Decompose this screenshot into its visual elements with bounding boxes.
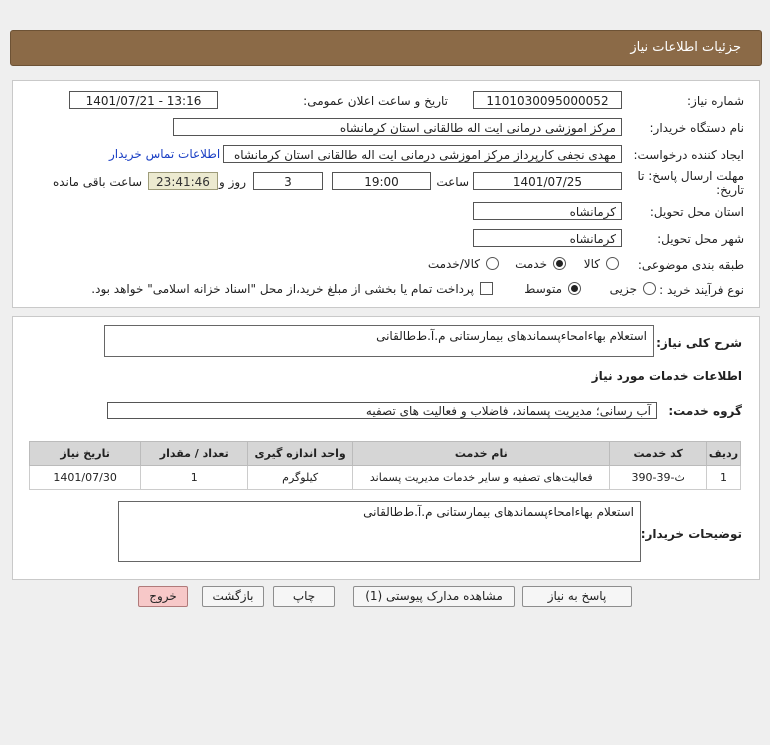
- process-label: نوع فرآیند خرید :: [659, 283, 744, 297]
- header-need-date: تاریخ نیاز: [30, 442, 141, 466]
- service-group-field: آب رسانی؛ مدیریت پسماند، فاضلاب و فعالیت های تصفیه: [107, 402, 657, 419]
- cell-service-code: ث-39-390: [610, 466, 706, 490]
- summary-text: استعلام بهاءامحاءپسماندهای بیمارستانی م.آ.ط‌طالقانی: [376, 329, 647, 343]
- services-section-title: اطلاعات خدمات مورد نیاز: [591, 369, 742, 383]
- page-title: جزئیات اطلاعات نیاز: [630, 40, 741, 55]
- category-label: طبقه بندی موضوعی:: [637, 258, 744, 272]
- header-quantity: تعداد / مقدار: [141, 442, 248, 466]
- process-radio-medium[interactable]: [568, 282, 581, 295]
- announce-datetime-field: 1401/07/21 - 13:16: [69, 91, 218, 109]
- category-option-goods-service: کالا/خدمت: [427, 257, 480, 271]
- header-service-code: کد خدمت: [610, 442, 706, 466]
- header-service-name: نام خدمت: [353, 442, 610, 466]
- need-number-label: شماره نیاز:: [687, 94, 744, 108]
- services-table-header-row: [30, 442, 741, 466]
- reply-button[interactable]: پاسخ به نیاز: [522, 586, 632, 607]
- days-label: روز و: [219, 175, 246, 189]
- need-info-panel: [12, 80, 760, 308]
- buyer-org-label: نام دستگاه خریدار:: [649, 121, 744, 135]
- deadline-label: مهلت ارسال پاسخ: تا: [637, 169, 744, 183]
- back-button[interactable]: بازگشت: [202, 586, 264, 607]
- category-radio-goods-service[interactable]: [486, 257, 499, 270]
- treasury-payment-checkbox[interactable]: [480, 282, 493, 295]
- city-label: شهر محل تحویل:: [657, 232, 744, 246]
- attachments-button[interactable]: مشاهده مدارک پیوستی (1): [353, 586, 515, 607]
- province-field: کرمانشاه: [473, 202, 622, 220]
- buyer-contact-link[interactable]: اطلاعات تماس خریدار: [109, 147, 221, 161]
- cell-need-date: 1401/07/30: [30, 466, 141, 490]
- deadline-date-field: 1401/07/25: [473, 172, 622, 190]
- summary-label: شرح کلی نیاز:: [656, 336, 742, 350]
- exit-button[interactable]: خروج: [138, 586, 188, 607]
- cell-service-name: فعالیت‌های تصفیه و سایر خدمات مدیریت پسماند: [353, 466, 610, 490]
- announce-label: تاریخ و ساعت اعلان عمومی:: [303, 94, 448, 108]
- service-group-label: گروه خدمت:: [668, 404, 742, 418]
- deadline-time-field: 19:00: [332, 172, 431, 190]
- deadline-date-label: تاریخ:: [716, 183, 744, 197]
- cell-row-number: 1: [706, 466, 740, 490]
- page-header: [10, 30, 762, 66]
- services-table: [29, 441, 741, 490]
- process-option-minor: جزیی: [609, 282, 637, 296]
- print-button[interactable]: چاپ: [273, 586, 335, 607]
- creator-label: ایجاد کننده درخواست:: [633, 148, 744, 162]
- buyer-notes-label: توضیحات خریدار:: [640, 527, 742, 541]
- category-option-service: خدمت: [515, 257, 547, 271]
- remaining-label: ساعت باقی مانده: [52, 175, 142, 189]
- days-field: 3: [253, 172, 323, 190]
- cell-unit: کیلوگرم: [248, 466, 353, 490]
- summary-box: [104, 325, 654, 357]
- header-unit: واحد اندازه گیری: [248, 442, 353, 466]
- category-option-goods: کالا: [583, 257, 600, 271]
- need-number-field: 1101030095000052: [473, 91, 622, 109]
- header-row-number: ردیف: [706, 442, 740, 466]
- category-radio-service[interactable]: [553, 257, 566, 270]
- buyer-notes-text: استعلام بهاءامحاءپسماندهای بیمارستانی م.آ.ط‌طالقانی: [363, 505, 634, 519]
- buyer-notes-box: [118, 501, 641, 562]
- remaining-time-box: 23:41:46: [148, 172, 218, 190]
- payment-note: پرداخت تمام یا بخشی از مبلغ خرید،از محل "اسناد خزانه اسلامی" خواهد بود.: [91, 282, 474, 296]
- hour-label: ساعت: [436, 175, 469, 189]
- cell-quantity: 1: [141, 466, 248, 490]
- city-field: کرمانشاه: [473, 229, 622, 247]
- table-row: [30, 466, 741, 490]
- category-radio-goods[interactable]: [606, 257, 619, 270]
- creator-field: مهدی نجفی کارپرداز مرکز اموزشی درمانی ایت اله طالقانی استان کرمانشاه: [223, 145, 622, 163]
- process-radio-minor[interactable]: [643, 282, 656, 295]
- process-option-medium: متوسط: [524, 282, 562, 296]
- province-label: استان محل تحویل:: [649, 205, 744, 219]
- buyer-org-field: مرکز اموزشی درمانی ایت اله طالقانی استان کرمانشاه: [173, 118, 622, 136]
